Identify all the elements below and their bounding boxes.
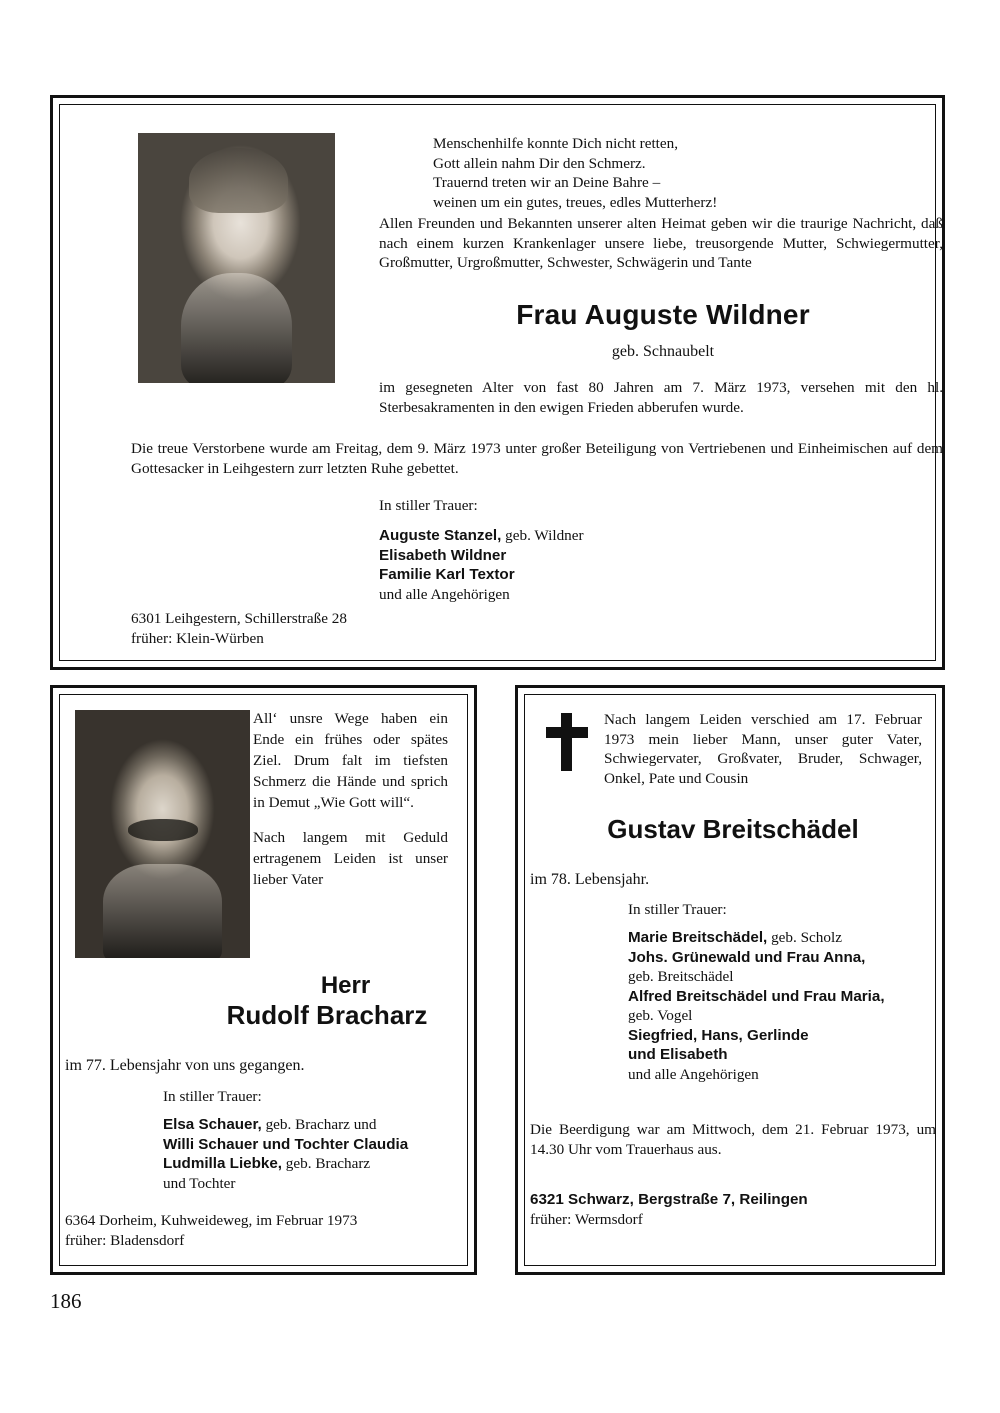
mourner-entry: Elsa Schauer, geb. Bracharz und (163, 1116, 377, 1133)
obituary-card-breitschaedel (515, 685, 945, 1275)
mourning-label-wildner: In stiller Trauer: (379, 497, 478, 514)
mourner-list-wildner (379, 526, 799, 604)
verse-wildner (433, 134, 943, 212)
mourner-entry: Willi Schauer und Tochter Claudia (163, 1135, 409, 1153)
address-line: früher: Wermsdorf (530, 1210, 643, 1228)
deceased-name-bracharz: Rudolf Bracharz (226, 1000, 428, 1030)
funeral-text-breitschaedel: Die Beerdigung war am Mittwoch, dem 21. Februar 1973, um 14.30 Uhr vom Trauerhaus aus. (530, 1121, 936, 1158)
mourner-entry: geb. Vogel (628, 1007, 693, 1024)
mourner-entry: Johs. Grünewald und Frau Anna, (628, 948, 866, 966)
portrait-image (75, 710, 250, 958)
deceased-name-wildner: Frau Auguste Wildner (516, 299, 810, 330)
address-line: früher: Klein-Würben (131, 629, 264, 647)
verse-line: Trauernd treten wir an Deine Bahre – (433, 174, 661, 191)
mourner-entry: geb. Breitschädel (628, 968, 734, 985)
portrait-photo-wildner (138, 133, 335, 383)
portrait-photo-bracharz (75, 710, 250, 958)
mourner-entry: und alle Angehörigen (628, 1065, 759, 1083)
mourner-entry: und Elisabeth (628, 1046, 728, 1063)
maiden-name-wildner: geb. Schnaubelt (611, 343, 715, 360)
cross-icon (546, 713, 588, 771)
obituary-card-bracharz (50, 685, 477, 1275)
mourner-entry: und alle Angehörigen (379, 585, 510, 603)
age-text-wildner: im gesegneten Alter von fast 80 Jahren am 7. März 1973, versehen mit den hl. Sterbesakramenten in den ewigen Frieden abberufen wurde. (379, 379, 943, 416)
age-text-bracharz: im 77. Lebensjahr von uns gegangen. (65, 1057, 305, 1074)
mourner-list-breitschaedel (628, 928, 948, 1084)
address-breitschaedel (530, 1190, 936, 1229)
address-line: 6301 Leihgestern, Schillerstraße 28 (131, 610, 347, 627)
verse-bracharz (253, 708, 448, 904)
mourner-entry: Auguste Stanzel, geb. Wildner (379, 527, 584, 544)
address-line: 6321 Schwarz, Bergstraße 7, Reilingen (530, 1191, 808, 1208)
cross-horizontal (546, 727, 588, 738)
mourner-entry: Elisabeth Wildner (379, 546, 507, 564)
deceased-name-breitschaedel: Gustav Breitschädel (607, 814, 859, 844)
mourner-entry: Siegfried, Hans, Gerlinde (628, 1026, 809, 1044)
address-line: 6364 Dorheim, Kuhweideweg, im Februar 1973 (65, 1212, 358, 1229)
address-line: früher: Bladensdorf (65, 1231, 185, 1249)
verse-block: Nach langem mit Geduld ertragenem Leiden ist unser lieber Vater (253, 829, 448, 888)
obituary-card-wildner (50, 95, 945, 670)
mourning-label-bracharz: In stiller Trauer: (163, 1088, 262, 1105)
address-wildner (131, 609, 631, 648)
intro-text-wildner: Allen Freunden und Bekannten unserer alten Heimat geben wir die traurige Nachricht, daß nach einem kurzen Krankenlager unsere liebe, treusorgende Mutter, Schwiegermutter, Großmutter, Urgroßmutter, Schwester, Schwägerin und Tante (379, 215, 943, 271)
mourning-label-breitschaedel: In stiller Trauer: (628, 901, 727, 918)
address-bracharz (65, 1211, 475, 1250)
portrait-image (138, 133, 335, 383)
verse-block: All‘ unsre Wege haben ein Ende ein frühes oder spätes Ziel. Drum falt im tiefsten Schmerz die Hände und sprich in Demut „Wie Gott will“. (253, 710, 448, 811)
page-number: 186 (50, 1289, 82, 1313)
mourner-entry: und Tochter (163, 1174, 236, 1192)
verse-line: Menschenhilfe konnte Dich nicht retten, (433, 135, 679, 152)
honorific-bracharz: Herr (320, 972, 371, 999)
age-text-breitschaedel: im 78. Lebensjahr. (530, 871, 650, 888)
mourner-entry: Alfred Breitschädel und Frau Maria, (628, 987, 885, 1005)
verse-line: weinen um ein gutes, treues, edles Mutterherz! (433, 193, 718, 211)
mourner-entry: Ludmilla Liebke, geb. Bracharz (163, 1155, 371, 1172)
intro-text-breitschaedel: Nach langem Leiden verschied am 17. Februar 1973 mein lieber Mann, unser guter Vater, Schwiegervater, Großvater, Bruder, Schwager, Onkel, Pate und Cousin (604, 711, 922, 787)
mourner-entry: Marie Breitschädel, geb. Scholz (628, 929, 842, 946)
mourner-entry: Familie Karl Textor (379, 566, 515, 583)
burial-text-wildner: Die treue Verstorbene wurde am Freitag, dem 9. März 1973 unter großer Beteiligung von Vertriebenen und Einheimischen auf dem Gottesacker in Leihgestern zurr letzten Ruhe gebettet. (131, 440, 943, 477)
mourner-list-bracharz (163, 1115, 473, 1193)
cross-vertical (561, 713, 572, 771)
verse-line: Gott allein nahm Dir den Schmerz. (433, 154, 646, 172)
